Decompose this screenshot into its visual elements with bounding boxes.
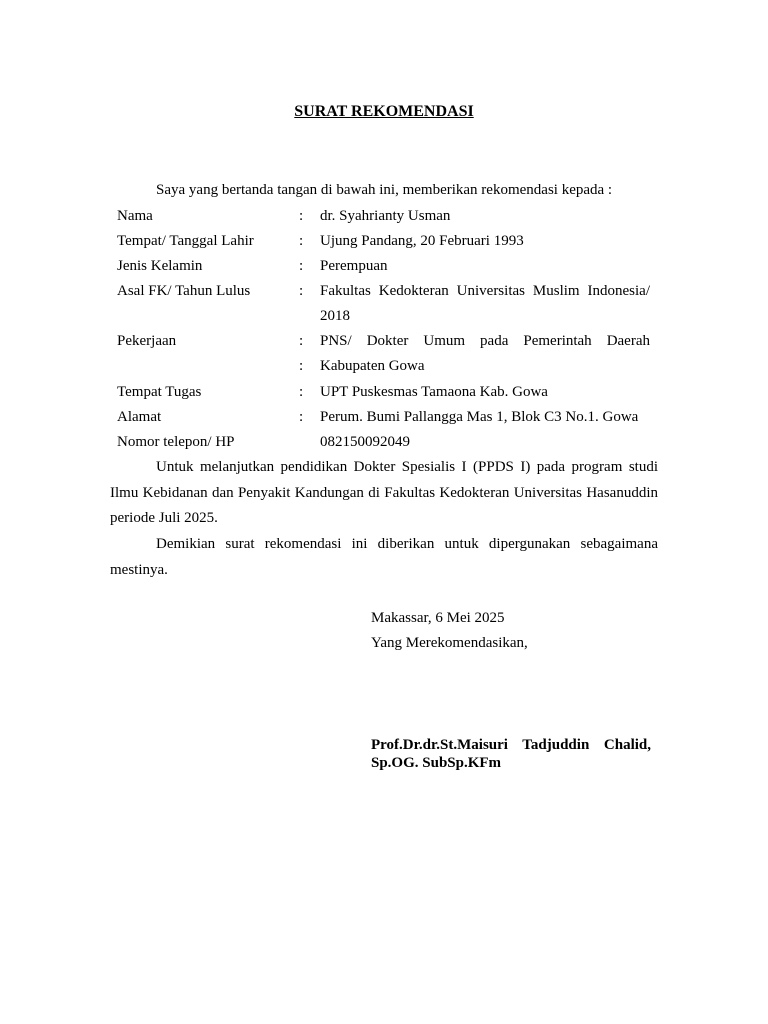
field-label: Alamat [117, 409, 162, 425]
field-colon: : [299, 384, 304, 400]
field-colon: : [299, 258, 304, 274]
field-colon: : [299, 233, 304, 249]
field-row-tempat-tugas [117, 384, 657, 404]
field-label: Nama [117, 208, 153, 224]
field-value-cont: 2018 [320, 308, 350, 324]
field-colon: : [299, 208, 304, 224]
field-row-jenis-kelamin [117, 258, 657, 278]
field-label: Asal FK/ Tahun Lulus [117, 283, 251, 299]
field-colon: : [299, 358, 304, 374]
letter-title: SURAT REKOMENDASI [294, 103, 474, 120]
signer-name-line2: Sp.OG. SubSp.KFm [371, 755, 502, 771]
paragraph-text: Demikian surat rekomendasi ini diberikan untuk dipergunakan sebagaimana mestinya. [110, 536, 658, 578]
field-row-asal-fk-cont [117, 308, 657, 328]
field-label: Nomor telepon/ HP [117, 434, 235, 450]
paragraph-text: Untuk melanjutkan pendidikan Dokter Spesialis I (PPDS I) pada program studi Ilmu Kebidanan dan Penyakit Kandungan di Fakultas Kedokteran Universitas Hasanuddin periode Juli 2025. [110, 459, 658, 526]
field-row-pekerjaan-cont [117, 358, 657, 378]
field-value: Perum. Bumi Pallangga Mas 1, Blok C3 No.1. Gowa [320, 409, 639, 425]
field-label: Tempat Tugas [117, 384, 202, 400]
field-row-asal-fk [117, 283, 657, 303]
body-paragraph-2 [110, 532, 658, 583]
field-colon: : [299, 409, 304, 425]
closing-text: Yang Merekomendasikan, [371, 635, 528, 651]
field-value: PNS/ Dokter Umum pada Pemerintah Daerah [320, 333, 650, 349]
intro-text: Saya yang bertanda tangan di bawah ini, memberikan rekomendasi kepada : [156, 182, 613, 198]
field-row-pekerjaan [117, 333, 657, 353]
field-value: dr. Syahrianty Usman [320, 208, 451, 224]
field-colon: : [299, 283, 304, 299]
signer-name [371, 736, 651, 772]
field-label: Tempat/ Tanggal Lahir [117, 233, 254, 249]
field-row-telepon [117, 434, 657, 454]
signer-name-line1: Prof.Dr.dr.St.Maisuri Tadjuddin Chalid, [371, 737, 651, 753]
field-value: Perempuan [320, 258, 388, 274]
field-row-alamat [117, 409, 657, 429]
field-value: Fakultas Kedokteran Universitas Muslim Indonesia/ [320, 283, 650, 299]
field-colon: : [299, 333, 304, 349]
field-label: Pekerjaan [117, 333, 177, 349]
field-value: UPT Puskesmas Tamaona Kab. Gowa [320, 384, 548, 400]
field-value: Ujung Pandang, 20 Februari 1993 [320, 233, 524, 249]
place-date: Makassar, 6 Mei 2025 [371, 610, 505, 626]
field-row-ttl [117, 233, 657, 253]
field-value-cont: Kabupaten Gowa [320, 358, 425, 374]
body-paragraph-1 [110, 455, 658, 532]
field-row-nama [117, 208, 657, 228]
field-value: 082150092049 [320, 434, 410, 450]
field-label: Jenis Kelamin [117, 258, 203, 274]
